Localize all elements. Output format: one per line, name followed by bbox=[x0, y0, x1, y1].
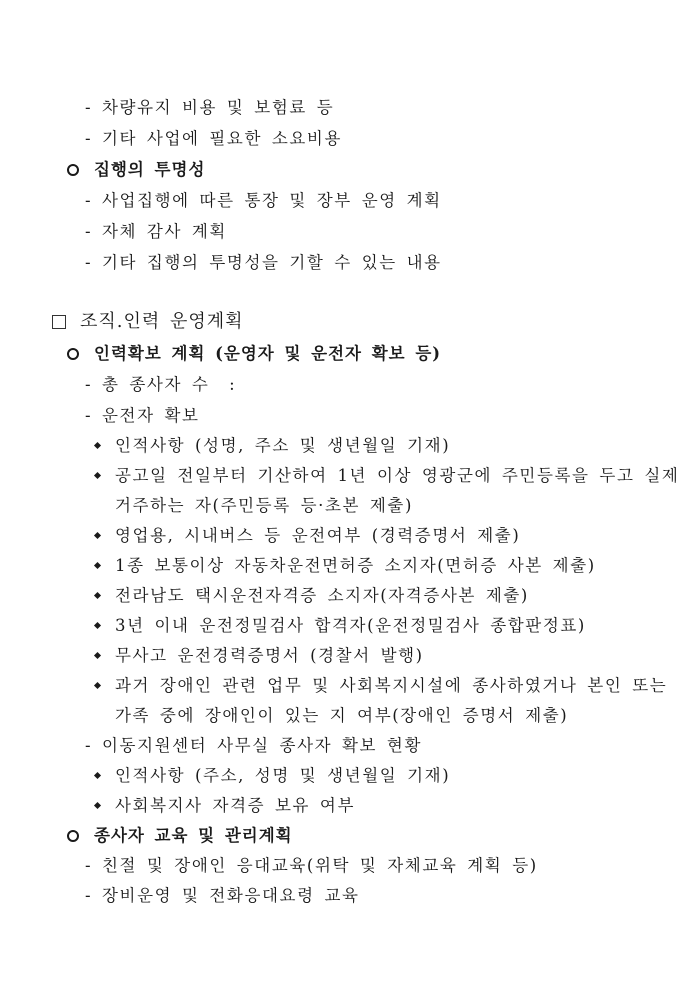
list-item-text: 차량유지 비용 및 보험료 등 bbox=[102, 98, 335, 117]
diamond-bullet-icon bbox=[94, 532, 101, 539]
dash-bullet: - bbox=[85, 736, 93, 755]
dash-bullet: - bbox=[85, 375, 93, 394]
diamond-bullet-icon bbox=[94, 472, 101, 479]
dash-bullet: - bbox=[85, 98, 93, 117]
dash-bullet: - bbox=[85, 129, 93, 148]
sub-list-item-text: 전라남도 택시운전자격증 소지자(자격증사본 제출) bbox=[115, 586, 529, 605]
sub-list-item-text: 공고일 전일부터 기산하여 1년 이상 영광군에 주민등록을 두고 실제 bbox=[115, 466, 680, 485]
sub-list-item-text: 1종 보통이상 자동차운전면허증 소지자(면허증 사본 제출) bbox=[115, 556, 596, 575]
diamond-bullet-icon bbox=[94, 652, 101, 659]
diamond-bullet-icon bbox=[94, 682, 101, 689]
section-title-text: 조직.인력 운영계획 bbox=[80, 311, 244, 332]
circle-bullet-icon bbox=[67, 348, 79, 360]
sub-list-item-text: 거주하는 자(주민등록 등·초본 제출) bbox=[115, 496, 413, 515]
sub-list-item-text: 영업용, 시내버스 등 운전여부 (경력증명서 제출) bbox=[115, 526, 521, 545]
sub-list-item-text: 과거 장애인 관련 업무 및 사회복지시설에 종사하였거나 본인 또는 bbox=[115, 676, 668, 695]
dash-bullet: - bbox=[85, 406, 93, 425]
subsection-heading-text: 집행의 투명성 bbox=[94, 160, 206, 179]
dash-bullet: - bbox=[85, 253, 93, 272]
dash-bullet: - bbox=[85, 222, 93, 241]
list-item-text: 운전자 확보 bbox=[102, 406, 200, 425]
diamond-bullet-icon bbox=[94, 592, 101, 599]
diamond-bullet-icon bbox=[94, 442, 101, 449]
sub-list-item-text: 가족 중에 장애인이 있는 지 여부(장애인 증명서 제출) bbox=[115, 706, 569, 725]
square-bullet-icon bbox=[52, 315, 66, 329]
circle-bullet-icon bbox=[67, 830, 79, 842]
subsection-heading-text: 인력확보 계획 (운영자 및 운전자 확보 등) bbox=[94, 344, 442, 363]
dash-bullet: - bbox=[85, 856, 93, 875]
list-item-text: 이동지원센터 사무실 종사자 확보 현황 bbox=[102, 736, 423, 755]
dash-bullet: - bbox=[85, 886, 93, 905]
list-item-text: 자체 감사 계획 bbox=[102, 222, 227, 241]
subsection-heading-text: 종사자 교육 및 관리계획 bbox=[94, 826, 293, 845]
list-item-text: 친절 및 장애인 응대교육(위탁 및 자체교육 계획 등) bbox=[102, 856, 538, 875]
sub-list-item-text: 인적사항 (성명, 주소 및 생년월일 기재) bbox=[115, 436, 451, 455]
sub-list-item-text: 인적사항 (주소, 성명 및 생년월일 기재) bbox=[115, 766, 451, 785]
sub-list-item-text: 사회복지사 자격증 보유 여부 bbox=[115, 796, 356, 815]
sub-list-item-text: 무사고 운전경력증명서 (경찰서 발행) bbox=[115, 646, 424, 665]
diamond-bullet-icon bbox=[94, 802, 101, 809]
list-item-text: 장비운영 및 전화응대요령 교육 bbox=[102, 886, 360, 905]
list-item-text: 사업집행에 따른 통장 및 장부 운영 계획 bbox=[102, 191, 442, 210]
list-item-text: 기타 사업에 필요한 소요비용 bbox=[102, 129, 343, 148]
diamond-bullet-icon bbox=[94, 622, 101, 629]
circle-bullet-icon bbox=[67, 164, 79, 176]
diamond-bullet-icon bbox=[94, 562, 101, 569]
list-item-text: 기타 집행의 투명성을 기할 수 있는 내용 bbox=[102, 253, 442, 272]
sub-list-item-text: 3년 이내 운전정밀검사 합격자(운전정밀검사 종합판정표) bbox=[115, 616, 586, 635]
dash-bullet: - bbox=[85, 191, 93, 210]
diamond-bullet-icon bbox=[94, 772, 101, 779]
list-item-text: 총 종사자 수 : bbox=[102, 375, 237, 394]
